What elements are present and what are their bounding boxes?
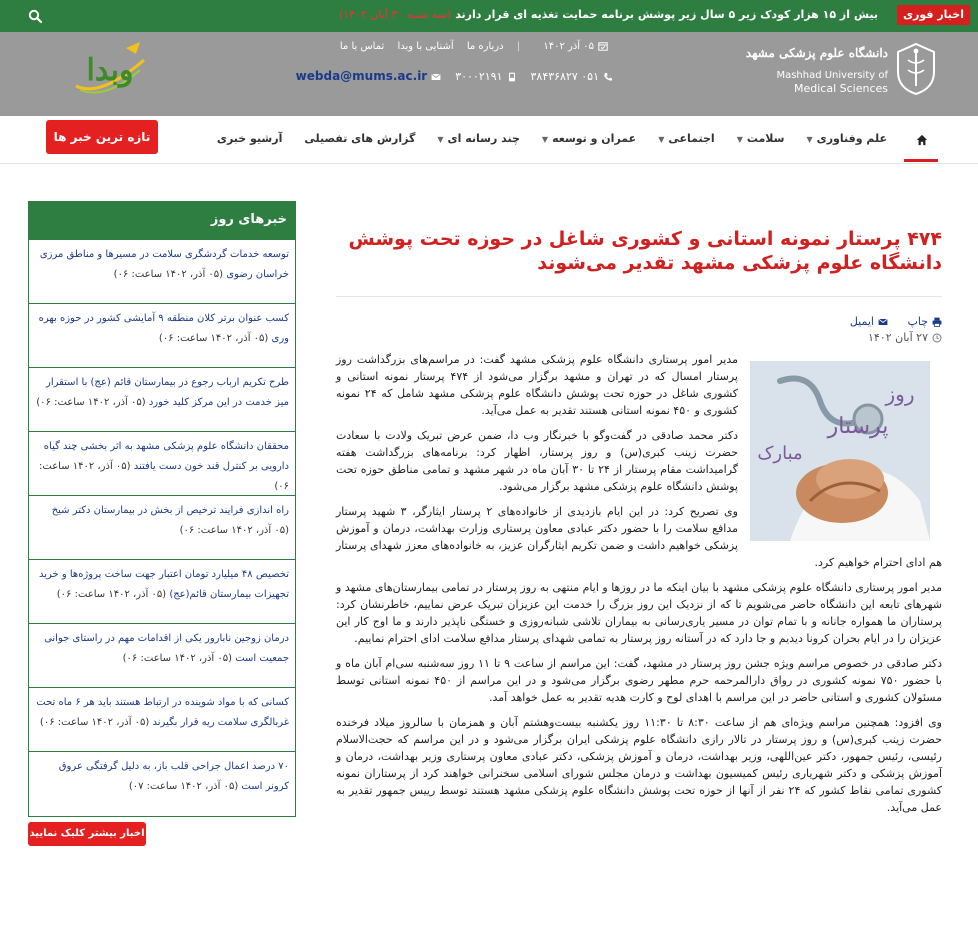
sidebar-news-date: (۰۵ آذر، ۱۴۰۲ ساعت: ۰۶)	[179, 525, 289, 536]
email-label[interactable]: ایمیل	[849, 315, 874, 328]
sidebar-news-item[interactable]	[29, 496, 295, 560]
sidebar-news-date: (۰۵ آذر، ۱۴۰۲ ساعت: ۰۶)	[39, 717, 150, 728]
sidebar-news-item[interactable]	[29, 368, 295, 432]
article-date-text: ۲۷ آبان ۱۴۰۲	[867, 331, 928, 344]
ticker-headline[interactable]	[339, 8, 878, 21]
webda-logo-text: وبدا	[86, 53, 134, 88]
sidebar-title: خبرهای روز	[29, 202, 295, 240]
ticker-headline-date: (سه شنبه ۳۰ آبان ۱۴۰۲)	[338, 8, 452, 21]
print-label[interactable]: چاپ	[907, 315, 928, 328]
article-divider	[336, 296, 942, 297]
clock-icon	[932, 333, 942, 343]
print-link[interactable]	[896, 315, 942, 328]
nav-home[interactable]	[904, 120, 938, 162]
article-paragraph: وی افزود: همچنین مراسم ویژه‌ای هم از ساعت ۸:۳۰ تا ۱۱:۳۰ روز یکشنبه بیست‌وهشتم آبان و همزمان با سالروز میلاد فرخنده حضرت زینب کبری(س) و روز پرستار در تالار رازی دانشگاه علوم پزشکی ایران برگزار می‌شود و در این مراسم که حجت‌الاسلام رئیسی، رئیس جمهور، دکتر عین‌اللهی، وزیر بهداشت، درمان و آموزش پزشکی، دکتر عبادی معاون پرستاری وزیر بهداشت، درمان و آموزش پزشکی و دکتر شهریاری رئیس کمیسیون بهداشت و درمان مجلس شورای اسلامی سخنرانی خواهند کرد از پرستاران نمونه کشوری تمامی نقاط کشور که ۲۴ نفر از آنها از حوزه تحت پوشش دانشگاه علوم پزشکی مشهد هستند توسط رییس جمهور تقدیر به عمل می‌آید.	[336, 716, 942, 814]
sidebar-news-item[interactable]	[29, 624, 295, 688]
chevron-down-icon: ▼	[437, 135, 444, 144]
header-links-row	[330, 41, 608, 52]
chevron-down-icon: ▼	[736, 135, 743, 144]
email-link[interactable]	[842, 315, 888, 328]
sidebar-news-title[interactable]: تخصیص ۴۸ میلیارد تومان اعتبار جهت ساخت پروژه‌ها و خرید تجهیزات بیمارستان قائم(عج)	[38, 569, 289, 600]
article-tools	[834, 315, 942, 328]
search-icon[interactable]	[28, 9, 42, 23]
sidebar-news-title[interactable]: درمان زوجین نابارور یکی از اقدامات مهم در راستای جوانی جمعیت است	[44, 633, 289, 664]
header-contact-row	[296, 69, 613, 83]
sidebar-news-title[interactable]: کسانی که با مواد شوینده در ارتباط هستند باید هر ۶ ماه تحت غربالگری سلامت ریه قرار بگیرند	[36, 697, 289, 728]
home-icon[interactable]	[916, 134, 928, 146]
nav-item-label[interactable]: چند رسانه ای	[447, 132, 520, 145]
printer-icon[interactable]	[932, 317, 942, 327]
article-title: ۴۷۴ پرستار نمونه استانی و کشوری شاغل در حوزه تحت پوشش دانشگاه علوم پزشکی مشهد تقدیر می‌شوند	[348, 228, 942, 274]
sidebar-news-item[interactable]	[29, 304, 295, 368]
ticker-headline-text[interactable]: بیش از ۱۵ هزار کودک زیر ۵ سال زیر پوشش برنامه حمایت تغذیه ای قرار دارند	[455, 8, 878, 21]
photo-text-line2: پرستار	[827, 414, 889, 439]
header-link-webda[interactable]: آشنایی با وبدا	[397, 41, 454, 52]
webda-logo[interactable]	[70, 40, 150, 102]
nurse-day-photo	[750, 361, 930, 541]
sidebar-news-date: (۰۵ آذر، ۱۴۰۲ ساعت: ۰۶)	[158, 333, 269, 344]
article-paragraph: وی تصریح کرد: در این ایام بازدیدی از خانواده‌های ۲ پرستار ایثارگر، ۳ شهید پرستار مدافع سلامت را با حضور دکتر عبادی معاون پرستاری وزارت بهداشت، درمان و آموزش پزشکی خواهیم داشت و ضمن تکریم ایثارگران عزیز، به خانواده‌های معزز شهدای پرستار هم ادای احترام خواهیم کرد.	[336, 505, 942, 569]
sidebar-news-item[interactable]	[29, 432, 295, 496]
nav-item-label[interactable]: گزارش های تفصیلی	[304, 132, 416, 145]
photo-text-line3: مبارک	[757, 443, 803, 464]
envelope-icon	[431, 72, 441, 82]
sidebar-news-title[interactable]: توسعه خدمات گردشگری سلامت در مسیرها و مناطق مرزی خراسان رضوی	[39, 249, 289, 280]
sidebar-news-date: (۰۵ آذر، ۱۴۰۲ ساعت: ۰۶)	[122, 653, 233, 664]
chevron-down-icon: ▼	[806, 135, 813, 144]
fax-icon	[507, 72, 517, 82]
nav-item-label[interactable]: سلامت	[746, 132, 785, 145]
nav-item-reports[interactable]	[293, 132, 426, 145]
university-name-en-line2: Medical Sciences	[793, 82, 888, 95]
sidebar-news-title[interactable]: ۷۰ درصد اعمال جراحی قلب باز، به دلیل گرفتگی عروق کرونر است	[58, 761, 289, 792]
sidebar-news-date: (۰۵ آذر، ۱۴۰۲ ساعت: ۰۶)	[113, 269, 224, 280]
university-logo[interactable]	[745, 38, 938, 108]
daily-news-sidebar	[28, 201, 296, 817]
phone-icon	[603, 72, 613, 82]
more-news-button[interactable]: اخبار بیشتر کلیک نمایید	[28, 822, 146, 846]
nav-item-social[interactable]	[647, 132, 726, 145]
header-date	[530, 41, 608, 52]
header-phone	[531, 70, 614, 83]
university-name-en-line1: Mashhad University of	[776, 70, 888, 81]
latest-news-button[interactable]: تازه ترین خبر ها	[46, 120, 158, 154]
header-fax	[455, 70, 516, 83]
header-email-text[interactable]: webda@mums.ac.ir	[295, 69, 428, 83]
header-email[interactable]	[296, 69, 442, 83]
article-paragraph: مدیر امور پرستاری دانشگاه علوم پزشکی مشهد با بیان اینکه ما در روزها و ایام منتهی به روز پرستار در تمامی بیمارستان‌های مشهد و شهرهای تابعه این دانشگاه حاضر می‌شویم تا که از نزدیک این روز بزرگ را خدمت این عزیزان تبریک عرض نماییم، خاطرنشان کرد: پرستاران ما همواره جانانه و با تمام توان در مسیر یاری‌رسانی به بیماران تلاشی شبانه‌روزی و خستگی ناپذیر دارند و ما اوج کار این عزیزان را در ایام بحران کرونا دیدیم و جا دارد که در آستانه روز پرستار به تمامی شهدای پرستار مدافع سلامت ادای احترام نماییم.	[336, 581, 942, 645]
site-header	[0, 32, 978, 116]
sidebar-news-item[interactable]	[29, 560, 295, 624]
sidebar-news-date: (۰۵ آذر، ۱۴۰۲ ساعت: ۰۷)	[128, 781, 239, 792]
photo-text-line1: روز	[885, 382, 915, 406]
header-phone-text: ۰۵۱ ۳۸۴۳۶۸۲۷	[530, 69, 599, 83]
article-paragraph: دکتر محمد صادقی در گفت‌وگو با خبرنگار وب دا، ضمن عرض تبریک ولادت با سعادت حضرت زینب کبری(س) و روز پرستار، اظهار کرد: برنامه‌های بزرگداشت هفته گرامیداشت مقام پرستار از ۲۴ تا ۳۰ آبان ماه در شهر مشهد و تمامی مناطق حوزه تحت پوشش دانشگاه علوم پزشکی مشهد برگزار می‌شود.	[336, 429, 739, 493]
sidebar-news-title[interactable]: کسب عنوان برتر کلان منطقه ۹ آمایشی کشور در حوزه بهره وری	[38, 313, 289, 344]
sidebar-news-title[interactable]: طرح تکریم ارباب رجوع در بیمارستان قائم (عج) با استقرار میز خدمت در این مرکز کلید خورد	[45, 377, 289, 408]
envelope-icon[interactable]	[878, 317, 888, 327]
sidebar-news-item[interactable]	[29, 752, 295, 816]
article	[336, 201, 942, 901]
article-date	[868, 331, 942, 344]
nav-item-archive[interactable]	[206, 132, 293, 145]
header-fax-text: ۳۰۰۰۲۱۹۱	[455, 69, 503, 83]
university-name-fa: دانشگاه علوم پزشکی مشهد	[745, 46, 888, 60]
article-paragraph: مدیر امور پرستاری دانشگاه علوم پزشکی مشهد گفت: در مراسم‌های بزرگداشت روز پرستار امسال که در تهران و مشهد برگزار می‌شود از ۴۷۴ پرستار نمونه استانی و کشوری شاغل در حوزه تحت پوشش دانشگاه علوم پزشکی مشهد شامل که ۲۴ نمونه کشوری و ۴۵۰ نمونه استانی هستند تقدیر به عمل می‌آید.	[336, 353, 738, 417]
sidebar-news-date: (۰۵ آذر، ۱۴۰۲ ساعت: ۰۶)	[56, 589, 167, 600]
sidebar-news-date: (۰۵ آذر، ۱۴۰۲ ساعت: ۰۶)	[36, 397, 146, 408]
urgent-news-ticker	[0, 0, 978, 32]
nav-item-multimedia[interactable]	[426, 132, 531, 145]
nav-item-label[interactable]: علم وفناوری	[816, 132, 887, 145]
header-separator: |	[516, 41, 521, 52]
nav-item-development[interactable]	[531, 132, 647, 145]
urgent-news-label: اخبار فوری	[897, 5, 970, 25]
main-navigation	[0, 116, 978, 164]
university-crest-icon	[894, 42, 938, 96]
calendar-icon	[598, 41, 608, 51]
nav-item-science[interactable]	[795, 132, 898, 145]
sidebar-news-title[interactable]: راه اندازی فرایند ترخیص از بخش در بیمارستان دکتر شیخ	[51, 505, 289, 516]
nav-menu	[206, 132, 898, 145]
header-date-text: ۰۵ آذر ۱۴۰۲	[543, 41, 594, 52]
sidebar-news-item[interactable]	[29, 240, 295, 304]
chevron-down-icon: ▼	[541, 135, 549, 144]
nav-item-label[interactable]: اجتماعی	[668, 132, 715, 145]
nav-item-label[interactable]: عمران و توسعه	[552, 132, 637, 145]
header-link-about[interactable]: درباره ما	[466, 41, 504, 52]
sidebar-news-title[interactable]: محققان دانشگاه علوم پزشکی مشهد به اثر بخشی چند گیاه دارویی بر کنترل قند خون دست یافتند	[43, 441, 289, 472]
article-paragraph: دکتر صادقی در خصوص مراسم ویژه جشن روز پرستار در مشهد، گفت: این مراسم از ساعت ۹ تا ۱۱ روز سه‌شنبه سی‌ام آبان ماه و با حضور ۷۵۰ نمونه کشوری در رواق دارالمرحمه حرم مطهر رضوی برگزار می‌شود و در این مراسم از ۴۵۰ نمونه استانی توسط مسئولان کشوری و استانی حاضر در این مراسم با اهدای لوح و کارت هدیه تقدیر به عمل خواهد آمد.	[336, 657, 943, 704]
chevron-down-icon: ▼	[658, 135, 665, 144]
nav-item-health[interactable]	[726, 132, 796, 145]
sidebar-news-date: (۰۵ آذر، ۱۴۰۲ ساعت: ۰۶)	[39, 461, 289, 492]
nav-item-label[interactable]: آرشیو خبری	[216, 132, 283, 145]
sidebar-news-item[interactable]	[29, 688, 295, 752]
header-link-contact[interactable]: تماس با ما	[339, 41, 385, 52]
